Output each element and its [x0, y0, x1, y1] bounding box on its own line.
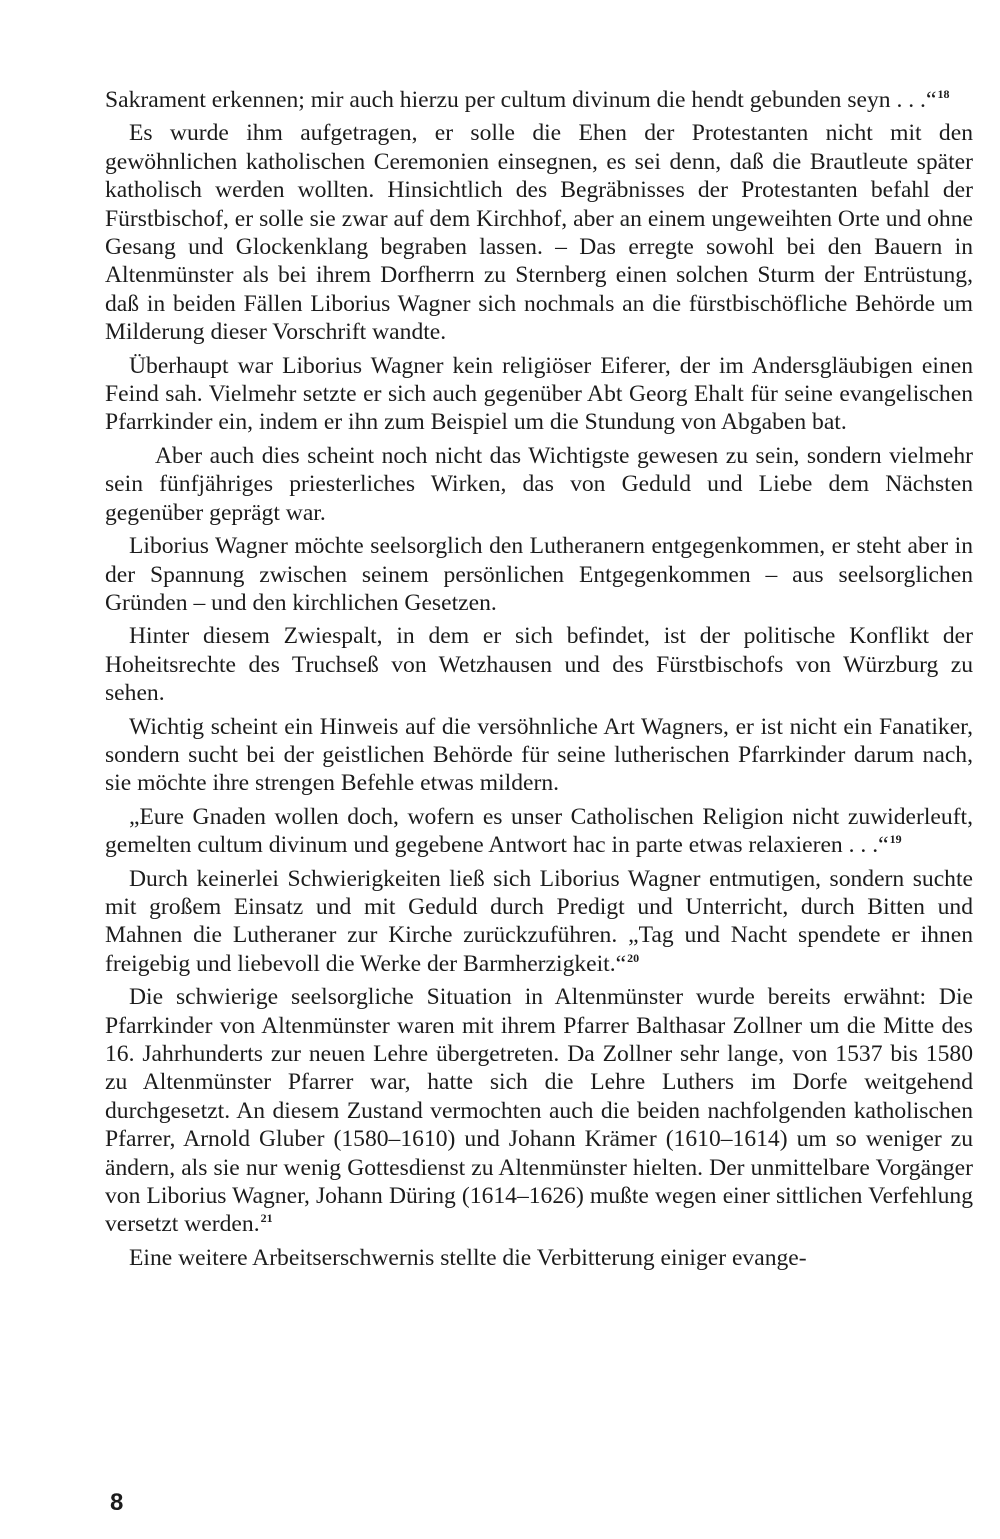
paragraph-9-text: Durch keinerlei Schwierigkeiten ließ sich Liborius Wagner entmutigen, sondern suchte mit großem Einsatz und mit Geduld durch Predigt und Unterricht, durch Bitten und Mahnen die Lutheraner zur Kirche zurückzuführen. „Tag und Nacht spendete er ihnen freigebig und liebevoll die Werke der Barmherzigkeit.“: [105, 865, 973, 977]
paragraph-5-text: Liborius Wagner möchte seelsorglich den Lutheranern entgegenkommen, er steht aber in der Spannung zwischen seinem persönlichen Entgegenkommen – aus seelsorglichen Gründen – und den kirchlichen Gesetzen.: [105, 533, 973, 616]
footnote-ref-20: 20: [627, 950, 640, 965]
page-body: [105, 86, 973, 1277]
paragraph-11: [105, 1244, 973, 1272]
paragraph-8-quote: [105, 803, 973, 860]
paragraph-3-text: Überhaupt war Liborius Wagner kein religiöser Eiferer, der im Andersgläubigen einen Feind sah. Vielmehr setzte er sich auch gegenüber Abt Georg Ehalt für seine evangelischen Pfarrkinder ein, indem er ihn zum Beispiel um die Stundung von Abgaben bat.: [105, 352, 973, 436]
page-number: 8: [110, 1489, 124, 1516]
paragraph-4: [105, 442, 973, 527]
paragraph-6-text: Hinter diesem Zwiespalt, in dem er sich befindet, ist der politische Konflikt der Hoheitsrechte des Truchseß von Wetzhausen und des Fürstbischofs von Würzburg zu sehen.: [105, 623, 973, 707]
paragraph-1-text: Sakrament erkennen; mir auch hierzu per cultum divinum die hendt gebunden seyn . . .“: [105, 87, 937, 113]
paragraph-2-text: Es wurde ihm aufgetragen, er solle die Ehen der Protestanten nicht mit den gewöhnlichen katholischen Ceremonien einsegnen, es sei denn, daß die Brautleute später katholisch werden wollten. Hinsichtlich des Begräbnisses der Protestanten befahl der Fürstbischof, er solle sie zwar auf dem Kirchhof, aber an einem ungeweihten Orte und ohne Gesang und Glockenklang begraben lassen. – Das erregte sowohl bei den Bauern in Altenmünster als bei ihrem Dorfherrn zu Sternberg einen solchen Sturm der Entrüstung, daß in beiden Fällen Liborius Wagner sich nochmals an die fürstbischöfliche Behörde um Milderung dieser Vorschrift wandte.: [105, 120, 973, 346]
paragraph-1: [105, 86, 973, 114]
paragraph-10-text: Die schwierige seelsorgliche Situation in Altenmünster wurde bereits erwähnt: Die Pfarrkinder von Altenmünster waren mit ihrem Pfarrer Balthasar Zollner um die Mitte des 16. Jahrhunderts zur neuen Lehre übergetreten. Da Zollner sehr lange, von 1537 bis 1580 zu Altenmünster Pfarrer war, hatte sich die Lehre Luthers im Dorfe weitgehend durchgesetzt. An diesem Zustand vermochten auch die beiden nachfolgenden katholischen Pfarrer, Arnold Gluber (1580–1610) und Johann Krämer (1610–1614) um so weniger zu ändern, als sie nur wenig Gottesdienst zu Altenmünster hielten. Der unmittelbare Vorgänger von Liborius Wagner, Johann Düring (1614–1626) mußte wegen einer sittlichen Verfehlung versetzt werden.: [105, 984, 973, 1238]
paragraph-3: [105, 352, 973, 437]
paragraph-9: [105, 865, 973, 979]
footnote-ref-21: 21: [260, 1211, 273, 1226]
footnote-ref-19: 19: [889, 832, 902, 847]
paragraph-11-text: Eine weitere Arbeitserschwernis stellte die Verbitterung einiger evange-: [129, 1244, 807, 1271]
paragraph-7-text: Wichtig scheint ein Hinweis auf die versöhnliche Art Wagners, er ist nicht ein Fanatiker, sondern sucht bei der geistlichen Behörde für seine lutherischen Pfarrkinder darum nach, sie möchte ihre strengen Befehle etwas mildern.: [105, 713, 973, 797]
paragraph-6: [105, 622, 973, 707]
footnote-ref-18: 18: [937, 87, 950, 101]
paragraph-2: [105, 119, 973, 346]
paragraph-10: [105, 983, 973, 1239]
paragraph-8-text: „Eure Gnaden wollen doch, wofern es unser Catholischen Religion nicht zuwiderleuft, gemelten cultum divinum und gegebene Antwort hac in parte etwas relaxieren . . .“: [105, 803, 973, 859]
paragraph-4-text: Aber auch dies scheint noch nicht das Wichtigste gewesen zu sein, sondern vielmehr sein fünfjähriges priesterliches Wirken, das von Geduld und Liebe dem Nächsten gegenüber geprägt war.: [105, 442, 973, 526]
paragraph-7: [105, 713, 973, 798]
paragraph-5: [105, 532, 973, 617]
